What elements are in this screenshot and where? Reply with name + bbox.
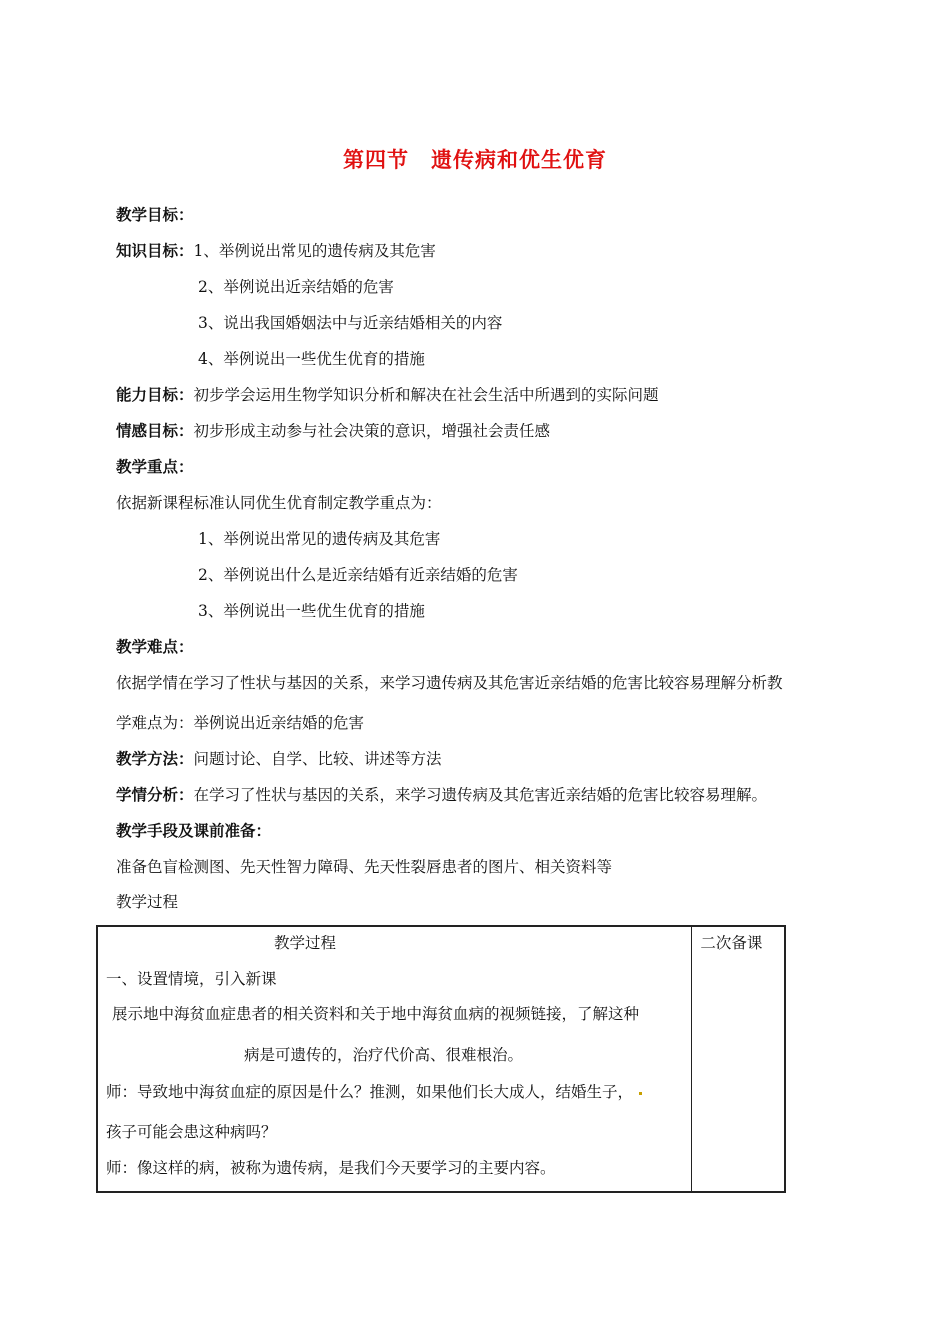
table-header-side: 二次备课: [700, 934, 763, 952]
method-text: 问题讨论、自学、比较、讲述等方法: [193, 750, 442, 768]
knowledge-objective-row: [116, 240, 436, 262]
section-heading: 一、设置情境，引入新课: [106, 970, 277, 988]
question-text: 师：导致地中海贫血症的原因是什么？推测，如果他们长大成人，结婚生子，: [106, 1083, 634, 1101]
method-label: 教学方法：: [116, 750, 194, 768]
preparation-heading: 教学手段及课前准备：: [116, 822, 272, 840]
knowledge-item: 1、举例说出常见的遗传病及其危害: [193, 242, 436, 260]
second-prep-cell: [692, 926, 785, 1192]
table-header-main: 教学过程: [274, 934, 337, 952]
emotion-objective-row: [116, 420, 550, 442]
question-line: 孩子可能会患这种病吗？: [106, 1123, 277, 1141]
ability-objective-row: [116, 384, 659, 406]
key-point-item: 3、举例说出一些优生优育的措施: [198, 602, 425, 620]
method-row: [116, 748, 442, 770]
paragraph-line: 病是可遗传的，治疗代价高、很难根治。: [244, 1046, 524, 1064]
question-line: [106, 1081, 642, 1103]
page-title: 第四节 遗传病和优生优育: [343, 148, 607, 172]
analysis-row: [116, 784, 767, 806]
key-point-item: 2、举例说出什么是近亲结婚有近亲结婚的危害: [198, 566, 518, 584]
key-point-item: 1、举例说出常见的遗传病及其危害: [198, 530, 441, 548]
analysis-text: 在学习了性状与基因的关系，来学习遗传病及其危害近亲结婚的危害比较容易理解。: [193, 786, 768, 804]
knowledge-item: 4、举例说出一些优生优育的措施: [198, 350, 425, 368]
key-points-heading: 教学重点：: [116, 458, 194, 476]
emotion-text: 初步形成主动参与社会决策的意识，增强社会责任感: [193, 422, 551, 440]
dot-mark: [639, 1092, 642, 1095]
difficulty-line-1: 依据学情在学习了性状与基因的关系，来学习遗传病及其危害近亲结婚的危害比较容易理解分析教: [116, 674, 783, 692]
process-table: [96, 925, 786, 1193]
ability-text: 初步学会运用生物学知识分析和解决在社会生活中所遇到的实际问题: [193, 386, 659, 404]
knowledge-item: 2、举例说出近亲结婚的危害: [198, 278, 394, 296]
key-points-intro: 依据新课程标准认同优生优育制定教学重点为：: [116, 494, 442, 512]
preparation-text: 准备色盲检测图、先天性智力障碍、先天性裂唇患者的图片、相关资料等: [116, 858, 613, 876]
difficulty-heading: 教学难点：: [116, 638, 194, 656]
objectives-heading: 教学目标：: [116, 206, 194, 224]
process-main-cell: [97, 926, 692, 1192]
knowledge-label: 知识目标：: [116, 242, 194, 260]
emotion-label: 情感目标：: [116, 422, 194, 440]
difficulty-line-2: 学难点为：举例说出近亲结婚的危害: [116, 714, 365, 732]
closing-line: 师：像这样的病，被称为遗传病，是我们今天要学习的主要内容。: [106, 1159, 556, 1177]
knowledge-item: 3、说出我国婚姻法中与近亲结婚相关的内容: [198, 314, 503, 332]
analysis-label: 学情分析：: [116, 786, 194, 804]
ability-label: 能力目标：: [116, 386, 194, 404]
paragraph-line: 展示地中海贫血症患者的相关资料和关于地中海贫血病的视频链接，了解这种: [112, 1005, 640, 1023]
process-label: 教学过程: [116, 893, 179, 911]
